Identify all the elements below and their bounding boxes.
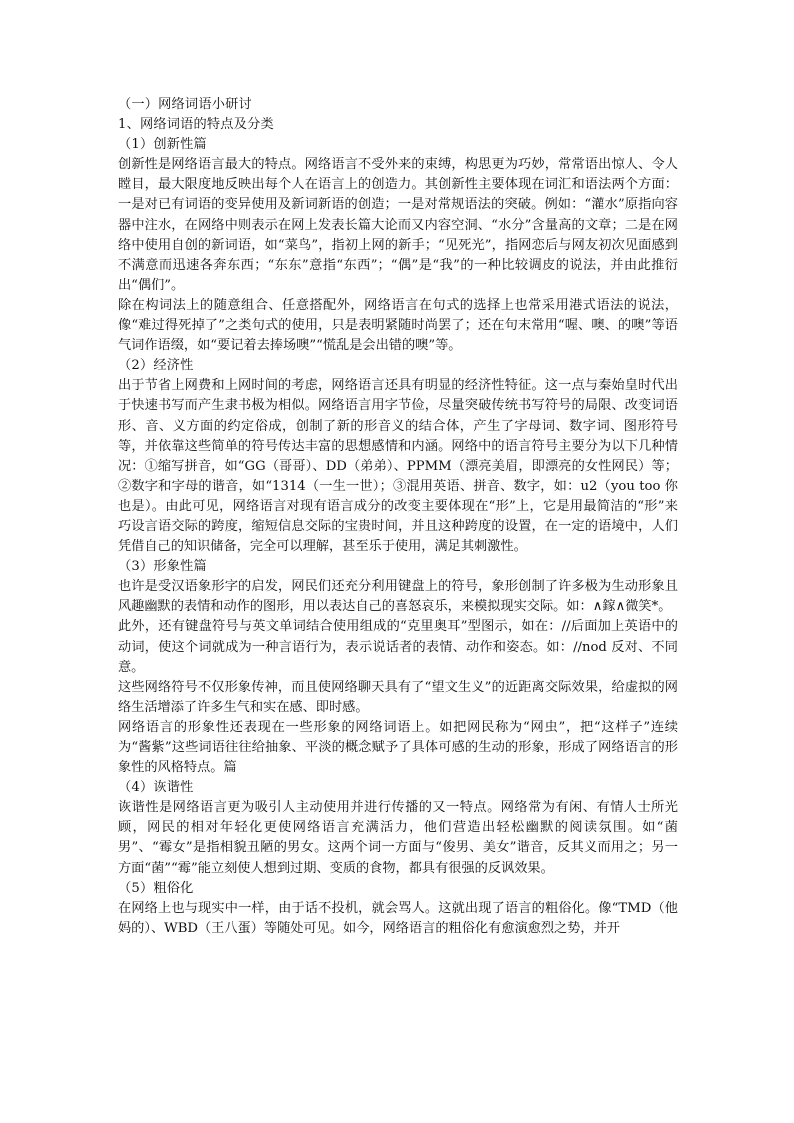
document-body xyxy=(118,95,678,939)
heading-imagery: （3）形象性篇 xyxy=(118,559,207,575)
paragraph-imagery-4: 网络语言的形象性还表现在一些形象的网络词语上。如把网民称为“网虫”，把“这样子”连续为“酱紫”这些词语往往给抽象、平淡的概念赋予了具体可感的生动的形象，形成了网络语言的形象性的风格特点。篇 xyxy=(118,719,678,776)
paragraph-innovation-2: 除在构词法上的随意组合、任意搭配外，网络语言在句式的选择上也常采用港式语法的说法，像“难过得死掉了”之类句式的使用，只是表明紧随时尚罢了；还在句末常用“喔、噢、的噢”等语气词作语缀，如“要记着去捧场噢”“慌乱是会出错的噢”等。 xyxy=(118,297,678,354)
heading-vulgarity: （5）粗俗化 xyxy=(118,880,194,896)
heading-economy: （2）经济性 xyxy=(118,358,194,374)
paragraph-imagery-2: 此外，还有键盘符号与英文单词结合使用组成的“克里奥耳”型图示，如在：//后面加上英语中的动词，使这个词就成为一种言语行为，表示说话者的表情、动作和姿态。如：//nod 反对、不同意。 xyxy=(118,619,678,675)
paragraph-economy: 出于节省上网费和上网时间的考虑，网络语言还具有明显的经济性特征。这一点与秦始皇时代出于快速书写而产生隶书极为相似。网络语言用字节俭，尽量突破传统书写符号的局限、改变词语形、音、义方面的约定俗成，创制了新的形音义的结合体，产生了字母词、数字词、图形符号等，并依靠这些简单的符号传达丰富的思想感情和内涵。网络中的语言符号主要分为以下几种情况：①缩写拼音，如“GG（哥哥）、DD（弟弟）、PPMM（漂亮美眉，即漂亮的女性网民）等；②数字和字母的谐音，如“1314（一生一世）；③混用英语、拼音、数字，如：u2（you too 你也是）。由此可见，网络语言对现有语言成分的改变主要体现在“形”上，它是用最简洁的“形”来巧设言语交际的跨度，缩短信息交际的宝贵时间，并且这种跨度的设置，在一定的语境中，人们凭借自己的知识储备，完全可以理解，甚至乐于使用，满足其刺激性。 xyxy=(118,378,678,555)
subsection-title: 1、网络词语的特点及分类 xyxy=(118,117,274,133)
paragraph-imagery-3: 这些网络符号不仅形象传神，而且使网络聊天具有了“望文生义”的近距离交际效果，给虚拟的网络生活增添了许多生气和实在感、即时感。 xyxy=(118,679,678,715)
paragraph-vulgarity: 在网络上也与现实中一样，由于话不投机，就会骂人。这就出现了语言的粗俗化。像“TMD（他妈的）、WBD（王八蛋）等随处可见。如今，网络语言的粗俗化有愈演愈烈之势，并开 xyxy=(118,900,678,936)
heading-humor: （4）诙谐性 xyxy=(118,780,194,796)
heading-innovation: （1）创新性篇 xyxy=(118,137,207,153)
paragraph-imagery-1: 也许是受汉语象形字的启发，网民们还充分利用键盘上的符号，象形创制了许多极为生动形象且风趣幽默的表情和动作的图形，用以表达自己的喜怒哀乐，来模拟现实交际。如：∧鎵∧微笑*。 xyxy=(118,579,678,615)
section-title: （一）网络词语小研讨 xyxy=(118,97,252,112)
paragraph-innovation-1: 创新性是网络语言最大的特点。网络语言不受外来的束缚，构思更为巧妙，常常语出惊人、令人瞠目，最大限度地反映出每个人在语言上的创造力。其创新性主要体现在词汇和语法两个方面：一是对已有词语的变异使用及新词新语的创造；一是对常规语法的突破。例如：“灌水”原指向容器中注水，在网络中则表示在网上发表长篇大论而又内容空洞、“水分”含量高的文章；二是在网络中使用自创的新词语，如“菜鸟”，指初上网的新手；“见死光”，指网恋后与网友初次见面感到不满意而迅速各奔东西；“东东”意指“东西”；“偶”是“我”的一种比较调皮的说法，并由此推衍出“偶们”。 xyxy=(118,157,678,293)
paragraph-humor: 诙谐性是网络语言更为吸引人主动使用并进行传播的又一特点。网络常为有闲、有情人士所光顾，网民的相对年轻化更使网络语言充满活力，他们营造出轻松幽默的阅读氛围。如“菌男”、“霉女”是指相貌丑陋的男女。这两个词一方面与“俊男、美女”谐音，反其义而用之；另一方面“菌”“霉”能立刻使人想到过期、变质的食物，都具有很强的反讽效果。 xyxy=(118,800,678,876)
